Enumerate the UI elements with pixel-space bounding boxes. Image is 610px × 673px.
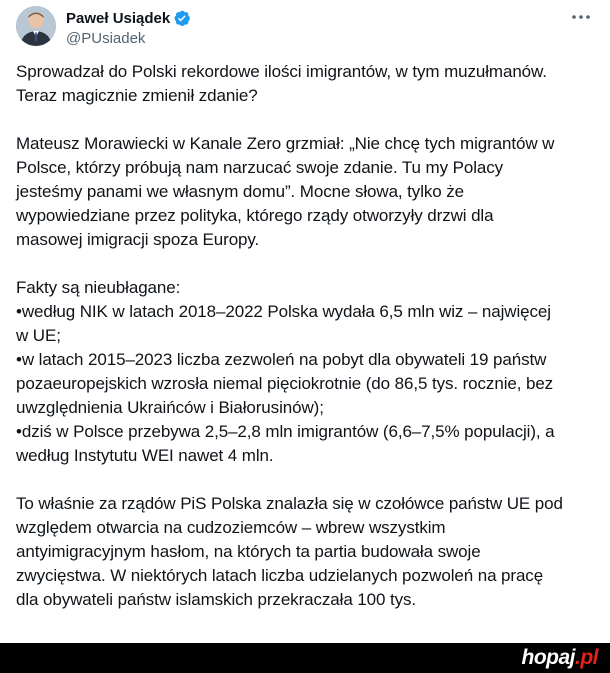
- author-block: [66, 8, 191, 47]
- watermark-brand: hopaj: [521, 646, 575, 669]
- author-handle[interactable]: @PUsiadek: [66, 30, 146, 47]
- verified-badge-icon: [173, 9, 191, 27]
- author-name[interactable]: Paweł Usiądek: [66, 9, 171, 27]
- watermark-suffix: .pl: [575, 646, 598, 669]
- tweet-text: Sprowadzał do Polski rekordowe ilości imigrantów, w tym muzułmanów. Teraz magicznie zmienił zdanie? Mateusz Morawiecki w Kanale Zero grzmiał: „Nie chcę tych migrantów w Polsce, którzy próbują nam narzucać swoje zdanie. Tu my Polacy jesteśmy panami we własnym domu”. Mocne słowa, tylko że wypowiedziane przez polityka, którego rządy otworzyły drzwi dla masowej imigracji spoza Europy. Fakty są nieubłagane: •według NIK w latach 2018–2022 Polska wydała 6,5 mln wiz – najwięcej w UE; •w latach 2015–2023 liczba zezwoleń na pobyt dla obywateli 19 państw pozaeuropejskich wzrosła niemal pięciokrotnie (do 86,5 tys. rocznie, bez uwzględnienia Ukraińców i Białorusinów); •dziś w Polsce przebywa 2,5–2,8 mln imigrantów (6,6–7,5% populacji), a według Instytutu WEI nawet 4 mln. To właśnie za rządów PiS Polska znalazła się w czołówce państw UE pod względem otwarcia na cudzoziemców – wbrew wszystkim antyimigracyjnym hasłom, na których ta partia budowała swoje zwycięstwa. W niektórych latach liczba udzielanych pozwoleń na pracę dla obywateli państw islamskich przekraczała 100 tys.: [16, 62, 563, 609]
- more-options-icon[interactable]: [570, 10, 592, 24]
- watermark-logo: [522, 646, 599, 670]
- avatar[interactable]: [16, 6, 56, 46]
- tweet-header: [16, 6, 594, 50]
- watermark-bar: [0, 643, 610, 673]
